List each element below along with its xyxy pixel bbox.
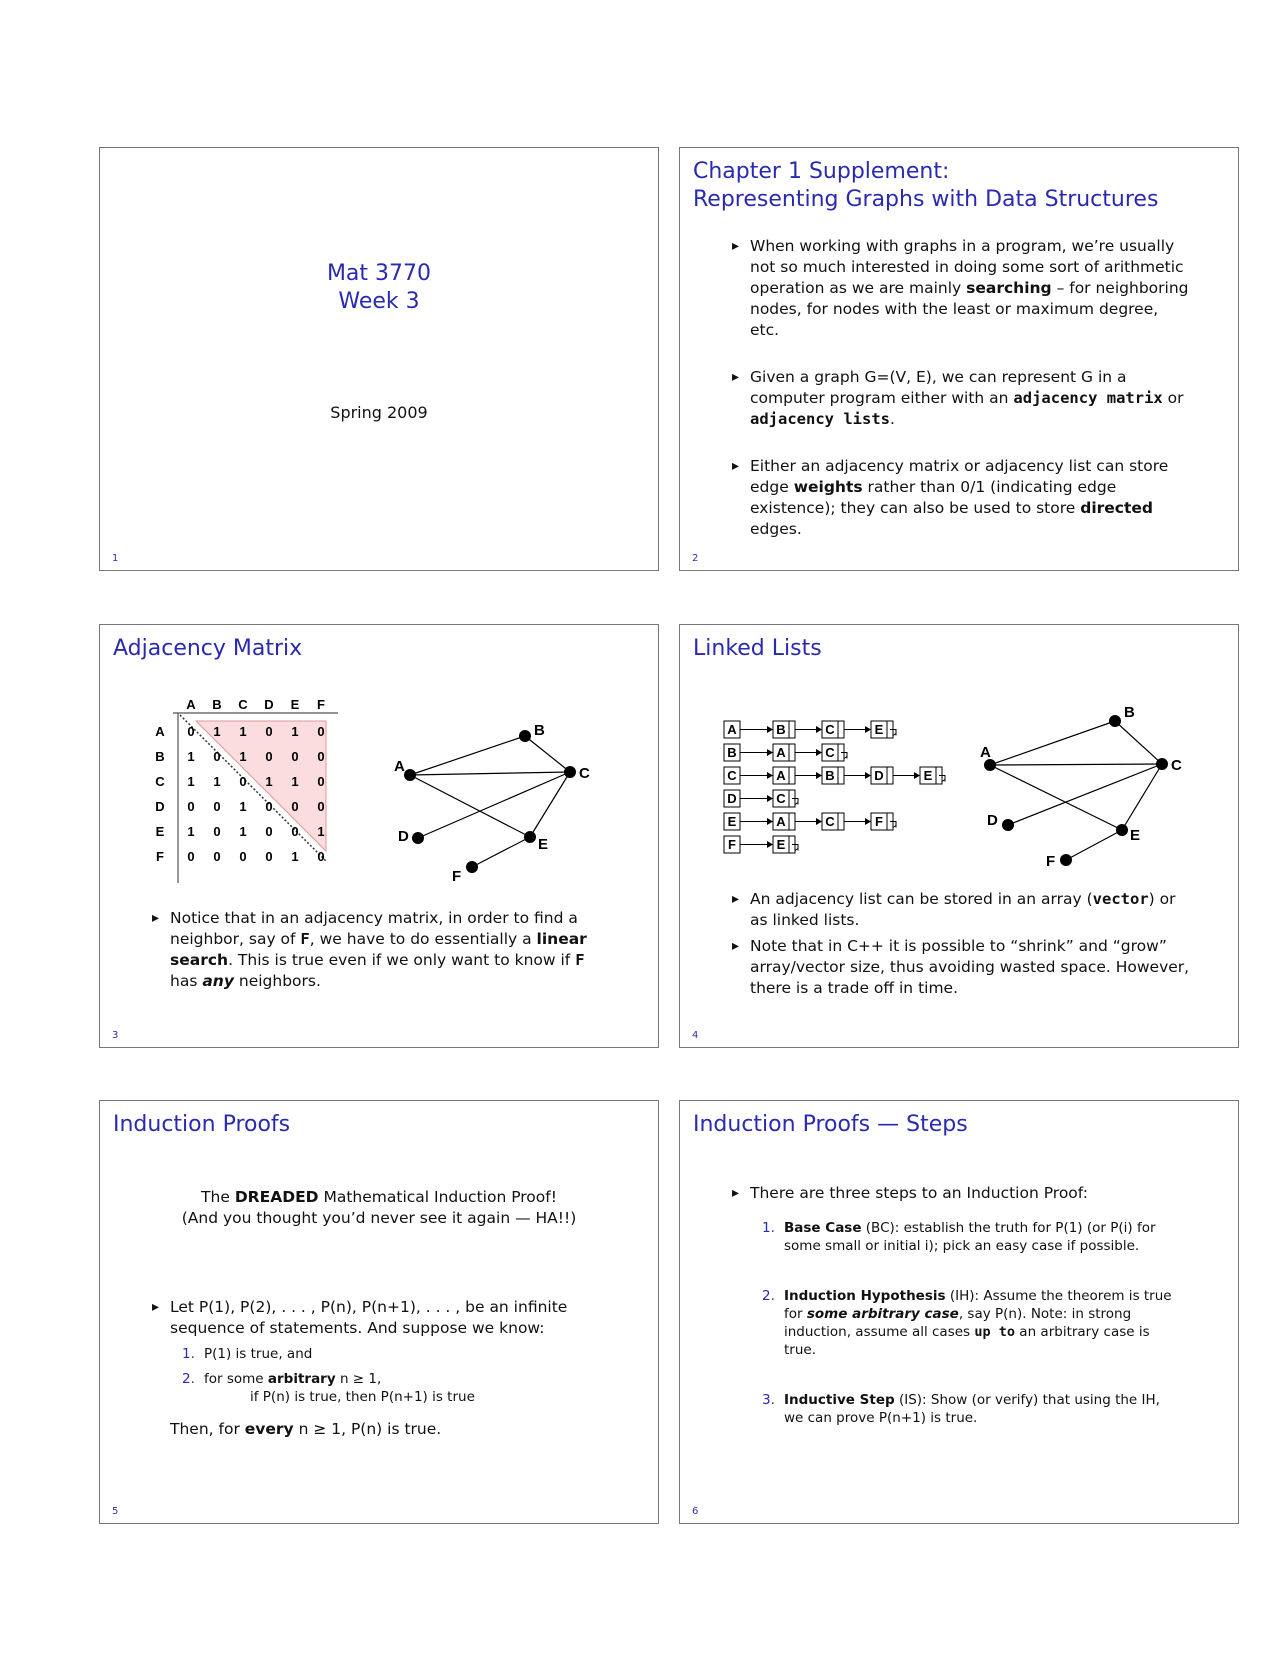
svg-text:C: C xyxy=(825,814,835,829)
list-item: 2. Induction Hypothesis (IH): Assume the theorem is true for some arbitrary case, say P(n). Note: in strong induction, assume all cases up to an arbitrary case is true. xyxy=(762,1288,1172,1358)
list-arrow xyxy=(844,772,871,779)
matrix-col-header: A xyxy=(186,697,196,712)
matrix-cell: 1 xyxy=(187,774,195,789)
matrix-row-header: C xyxy=(155,774,165,789)
list-node xyxy=(871,767,893,784)
matrix-row-header: F xyxy=(156,849,164,864)
graph-label-c: C xyxy=(1171,757,1182,774)
list-head xyxy=(724,813,740,830)
matrix-cell: 1 xyxy=(187,749,195,764)
matrix-row-header: A xyxy=(155,724,165,739)
matrix-col-header: B xyxy=(212,697,222,712)
list-head xyxy=(724,744,740,761)
matrix-cell: 1 xyxy=(239,749,247,764)
bullet-item: ▸ Given a graph G=(V, E), we can represent G in a computer program either with an adjacency matrix or adjacency lists. xyxy=(732,367,1192,430)
svg-text:E: E xyxy=(727,814,737,829)
slide-title xyxy=(100,260,658,316)
list-arrow xyxy=(795,772,822,779)
bullet-item: ▸ Notice that in an adjacency matrix, in order to find a neighbor, say of F, we have to do essentially a linear search. This is true even if we only want to know if F has any neighbors. xyxy=(152,908,592,992)
conclusion-text: Then, for every n ≥ 1, P(n) is true. xyxy=(170,1420,442,1438)
list-node xyxy=(920,767,942,784)
matrix-cell: 0 xyxy=(187,849,195,864)
graph-node-e xyxy=(524,831,536,843)
matrix-cell: 0 xyxy=(291,799,299,814)
list-node xyxy=(822,744,844,761)
matrix-col-header: E xyxy=(290,697,300,712)
slide-2 xyxy=(679,147,1239,571)
numbered-list xyxy=(182,1345,475,1406)
list-arrow xyxy=(740,841,773,848)
list-node xyxy=(822,813,844,830)
graph-node-f xyxy=(1060,854,1072,866)
matrix-cell: 1 xyxy=(291,724,299,739)
slide-number: 3 xyxy=(112,1030,119,1041)
numbered-list xyxy=(762,1219,1182,1427)
matrix-row-header: B xyxy=(155,749,165,764)
graph-node-b xyxy=(519,730,531,742)
matrix-cell: 1 xyxy=(239,724,247,739)
matrix-cell: 0 xyxy=(187,799,195,814)
matrix-row-header: D xyxy=(155,799,165,814)
svg-text:F: F xyxy=(728,837,736,852)
graph-label-f: F xyxy=(452,868,462,885)
bullet-item: ▸ An adjacency list can be stored in an array (vector) or as linked lists. xyxy=(732,889,1192,931)
list-arrow xyxy=(844,818,871,825)
graph-label-c: C xyxy=(579,765,590,782)
svg-text:A: A xyxy=(776,814,786,829)
slide-number: 4 xyxy=(692,1030,699,1041)
list-arrow xyxy=(740,795,773,802)
graph-label-b: B xyxy=(534,722,545,739)
graph-node-a xyxy=(404,769,416,781)
slide-5 xyxy=(99,1100,659,1524)
title-line-1: Chapter 1 Supplement: xyxy=(693,159,950,184)
graph-node-d xyxy=(412,832,424,844)
graph-node-c xyxy=(1156,758,1168,770)
matrix-cell: 0 xyxy=(213,749,221,764)
slide-title: Induction Proofs — Steps xyxy=(693,1112,968,1137)
graph-node-e xyxy=(1116,824,1128,836)
bullet-list xyxy=(732,1183,1192,1204)
matrix-cell: 1 xyxy=(187,824,195,839)
slide-3 xyxy=(99,624,659,1048)
matrix-cell: 0 xyxy=(265,824,273,839)
graph-label-b: B xyxy=(1124,704,1135,721)
matrix-cell: 0 xyxy=(317,799,325,814)
svg-text:C: C xyxy=(825,745,835,760)
matrix-cell: 0 xyxy=(265,749,273,764)
matrix-cell: 1 xyxy=(291,849,299,864)
list-head xyxy=(724,836,740,853)
bullet-list xyxy=(152,908,592,992)
intro-text: The DREADED Mathematical Induction Proof! (And you thought you’d never see it again — HA!!) xyxy=(181,1188,577,1227)
list-arrow xyxy=(844,726,871,733)
list-arrow xyxy=(795,818,822,825)
slide-title xyxy=(693,158,1158,214)
list-node xyxy=(773,767,795,784)
list-head xyxy=(724,721,740,738)
graph-label-a: A xyxy=(394,758,405,775)
slide-1 xyxy=(99,147,659,571)
graph-node-f xyxy=(466,861,478,873)
matrix-cell: 1 xyxy=(239,824,247,839)
matrix-cell: 0 xyxy=(291,824,299,839)
svg-text:D: D xyxy=(727,791,737,806)
list-node xyxy=(822,721,844,738)
matrix-cell: 0 xyxy=(317,849,325,864)
svg-text:A: A xyxy=(727,722,737,737)
matrix-col-header: C xyxy=(238,697,248,712)
bullet-item: ▸ Let P(1), P(2), . . . , P(n), P(n+1), . . . , be an infinite sequence of statements. And suppose we know: xyxy=(152,1297,612,1339)
matrix-cell: 0 xyxy=(239,774,247,789)
list-node xyxy=(871,721,893,738)
bullet-list xyxy=(732,889,1192,999)
graph-diagram xyxy=(390,715,630,890)
list-arrow xyxy=(740,726,773,733)
list-node xyxy=(773,721,795,738)
adjacency-lists xyxy=(722,719,972,859)
matrix-col-header: F xyxy=(317,697,325,712)
matrix-cell: 0 xyxy=(213,849,221,864)
slide-6 xyxy=(679,1100,1239,1524)
graph-label-f: F xyxy=(1046,853,1056,870)
slide-number: 1 xyxy=(112,553,119,564)
matrix-cell: 0 xyxy=(213,799,221,814)
svg-text:F: F xyxy=(875,814,883,829)
title-line-2: Representing Graphs with Data Structures xyxy=(693,187,1159,212)
matrix-cell: 0 xyxy=(265,724,273,739)
matrix-cell: 0 xyxy=(187,724,195,739)
bullet-list xyxy=(732,236,1192,540)
matrix-cell: 1 xyxy=(213,724,221,739)
slide-number: 6 xyxy=(692,1506,699,1517)
svg-text:E: E xyxy=(776,837,786,852)
list-arrow xyxy=(795,726,822,733)
matrix-cell: 1 xyxy=(239,799,247,814)
matrix-cell: 1 xyxy=(213,774,221,789)
matrix-col-header: D xyxy=(264,697,274,712)
matrix-cell: 0 xyxy=(239,849,247,864)
svg-text:E: E xyxy=(874,722,884,737)
title-line-1: Mat 3770 xyxy=(326,261,432,286)
svg-text:D: D xyxy=(874,768,884,783)
list-item: 2. for some arbitrary n ≥ 1, if P(n) is true, then P(n+1) is true xyxy=(182,1371,475,1405)
graph-node-d xyxy=(1002,819,1014,831)
list-node xyxy=(773,836,795,853)
bullet-item: ▸ Note that in C++ it is possible to “shrink” and “grow” array/vector size, thus avoiding wasted space. However, there is a trade off in time. xyxy=(732,936,1192,999)
slide-title: Linked Lists xyxy=(693,636,822,661)
slide-number: 5 xyxy=(112,1506,119,1517)
graph-label-d: D xyxy=(398,828,409,845)
graph-label-d: D xyxy=(987,812,998,829)
svg-text:B: B xyxy=(825,768,835,783)
list-arrow xyxy=(893,772,920,779)
svg-text:A: A xyxy=(776,768,786,783)
list-arrow xyxy=(740,818,773,825)
svg-text:C: C xyxy=(776,791,786,806)
svg-text:C: C xyxy=(727,768,737,783)
list-node xyxy=(773,744,795,761)
list-node xyxy=(822,767,844,784)
matrix-cell: 0 xyxy=(317,749,325,764)
matrix-cell: 0 xyxy=(265,799,273,814)
bullet-item: ▸ Either an adjacency matrix or adjacency list can store edge weights rather than 0/1 (indicating edge existence); they can also be used to store directed edges. xyxy=(732,456,1192,540)
list-node xyxy=(871,813,893,830)
matrix-cell: 0 xyxy=(265,849,273,864)
svg-text:E: E xyxy=(923,768,933,783)
svg-text:A: A xyxy=(776,745,786,760)
svg-text:B: B xyxy=(776,722,786,737)
graph-node-b xyxy=(1109,715,1121,727)
list-node xyxy=(773,813,795,830)
slide-title: Induction Proofs xyxy=(113,1112,291,1137)
list-item: 1. P(1) is true, and xyxy=(182,1346,313,1362)
slide-4 xyxy=(679,624,1239,1048)
graph-diagram xyxy=(970,700,1210,880)
list-item: 3. Inductive Step (IS): Show (or verify) that using the IH, we can prove P(n+1) is true. xyxy=(762,1392,1160,1426)
graph-label-e: E xyxy=(538,836,549,853)
title-line-2: Week 3 xyxy=(338,289,420,314)
graph-label-e: E xyxy=(1130,827,1141,844)
matrix-cell: 0 xyxy=(213,824,221,839)
matrix-cell: 0 xyxy=(317,724,325,739)
matrix-cell: 1 xyxy=(317,824,325,839)
list-arrow xyxy=(740,772,773,779)
list-arrow xyxy=(795,749,822,756)
adjacency-matrix xyxy=(148,693,348,883)
graph-node-c xyxy=(564,766,576,778)
list-arrow xyxy=(740,749,773,756)
matrix-cell: 1 xyxy=(291,774,299,789)
slide-number: 2 xyxy=(692,553,699,564)
bullet-list xyxy=(152,1297,612,1339)
bullet-item: ▸ There are three steps to an Induction Proof: xyxy=(732,1183,1192,1204)
slide-title: Adjacency Matrix xyxy=(113,636,303,661)
matrix-row-header: E xyxy=(155,824,165,839)
bullet-item: ▸ When working with graphs in a program, we’re usually not so much interested in doing some sort of arithmetic operation as we are mainly searching – for neighboring nodes, for nodes with the least or maximum degree, etc. xyxy=(732,236,1192,341)
list-head xyxy=(724,767,740,784)
svg-text:B: B xyxy=(727,745,737,760)
list-item: 1. Base Case (BC): establish the truth for P(1) (or P(i) for some small or initial i); pick an easy case if possible. xyxy=(762,1220,1156,1254)
graph-label-a: A xyxy=(980,744,991,761)
list-head xyxy=(724,790,740,807)
matrix-cell: 1 xyxy=(265,774,273,789)
list-node xyxy=(773,790,795,807)
svg-text:C: C xyxy=(825,722,835,737)
slide-subtitle: Spring 2009 xyxy=(330,403,428,422)
matrix-cell: 0 xyxy=(291,749,299,764)
matrix-cell: 0 xyxy=(317,774,325,789)
